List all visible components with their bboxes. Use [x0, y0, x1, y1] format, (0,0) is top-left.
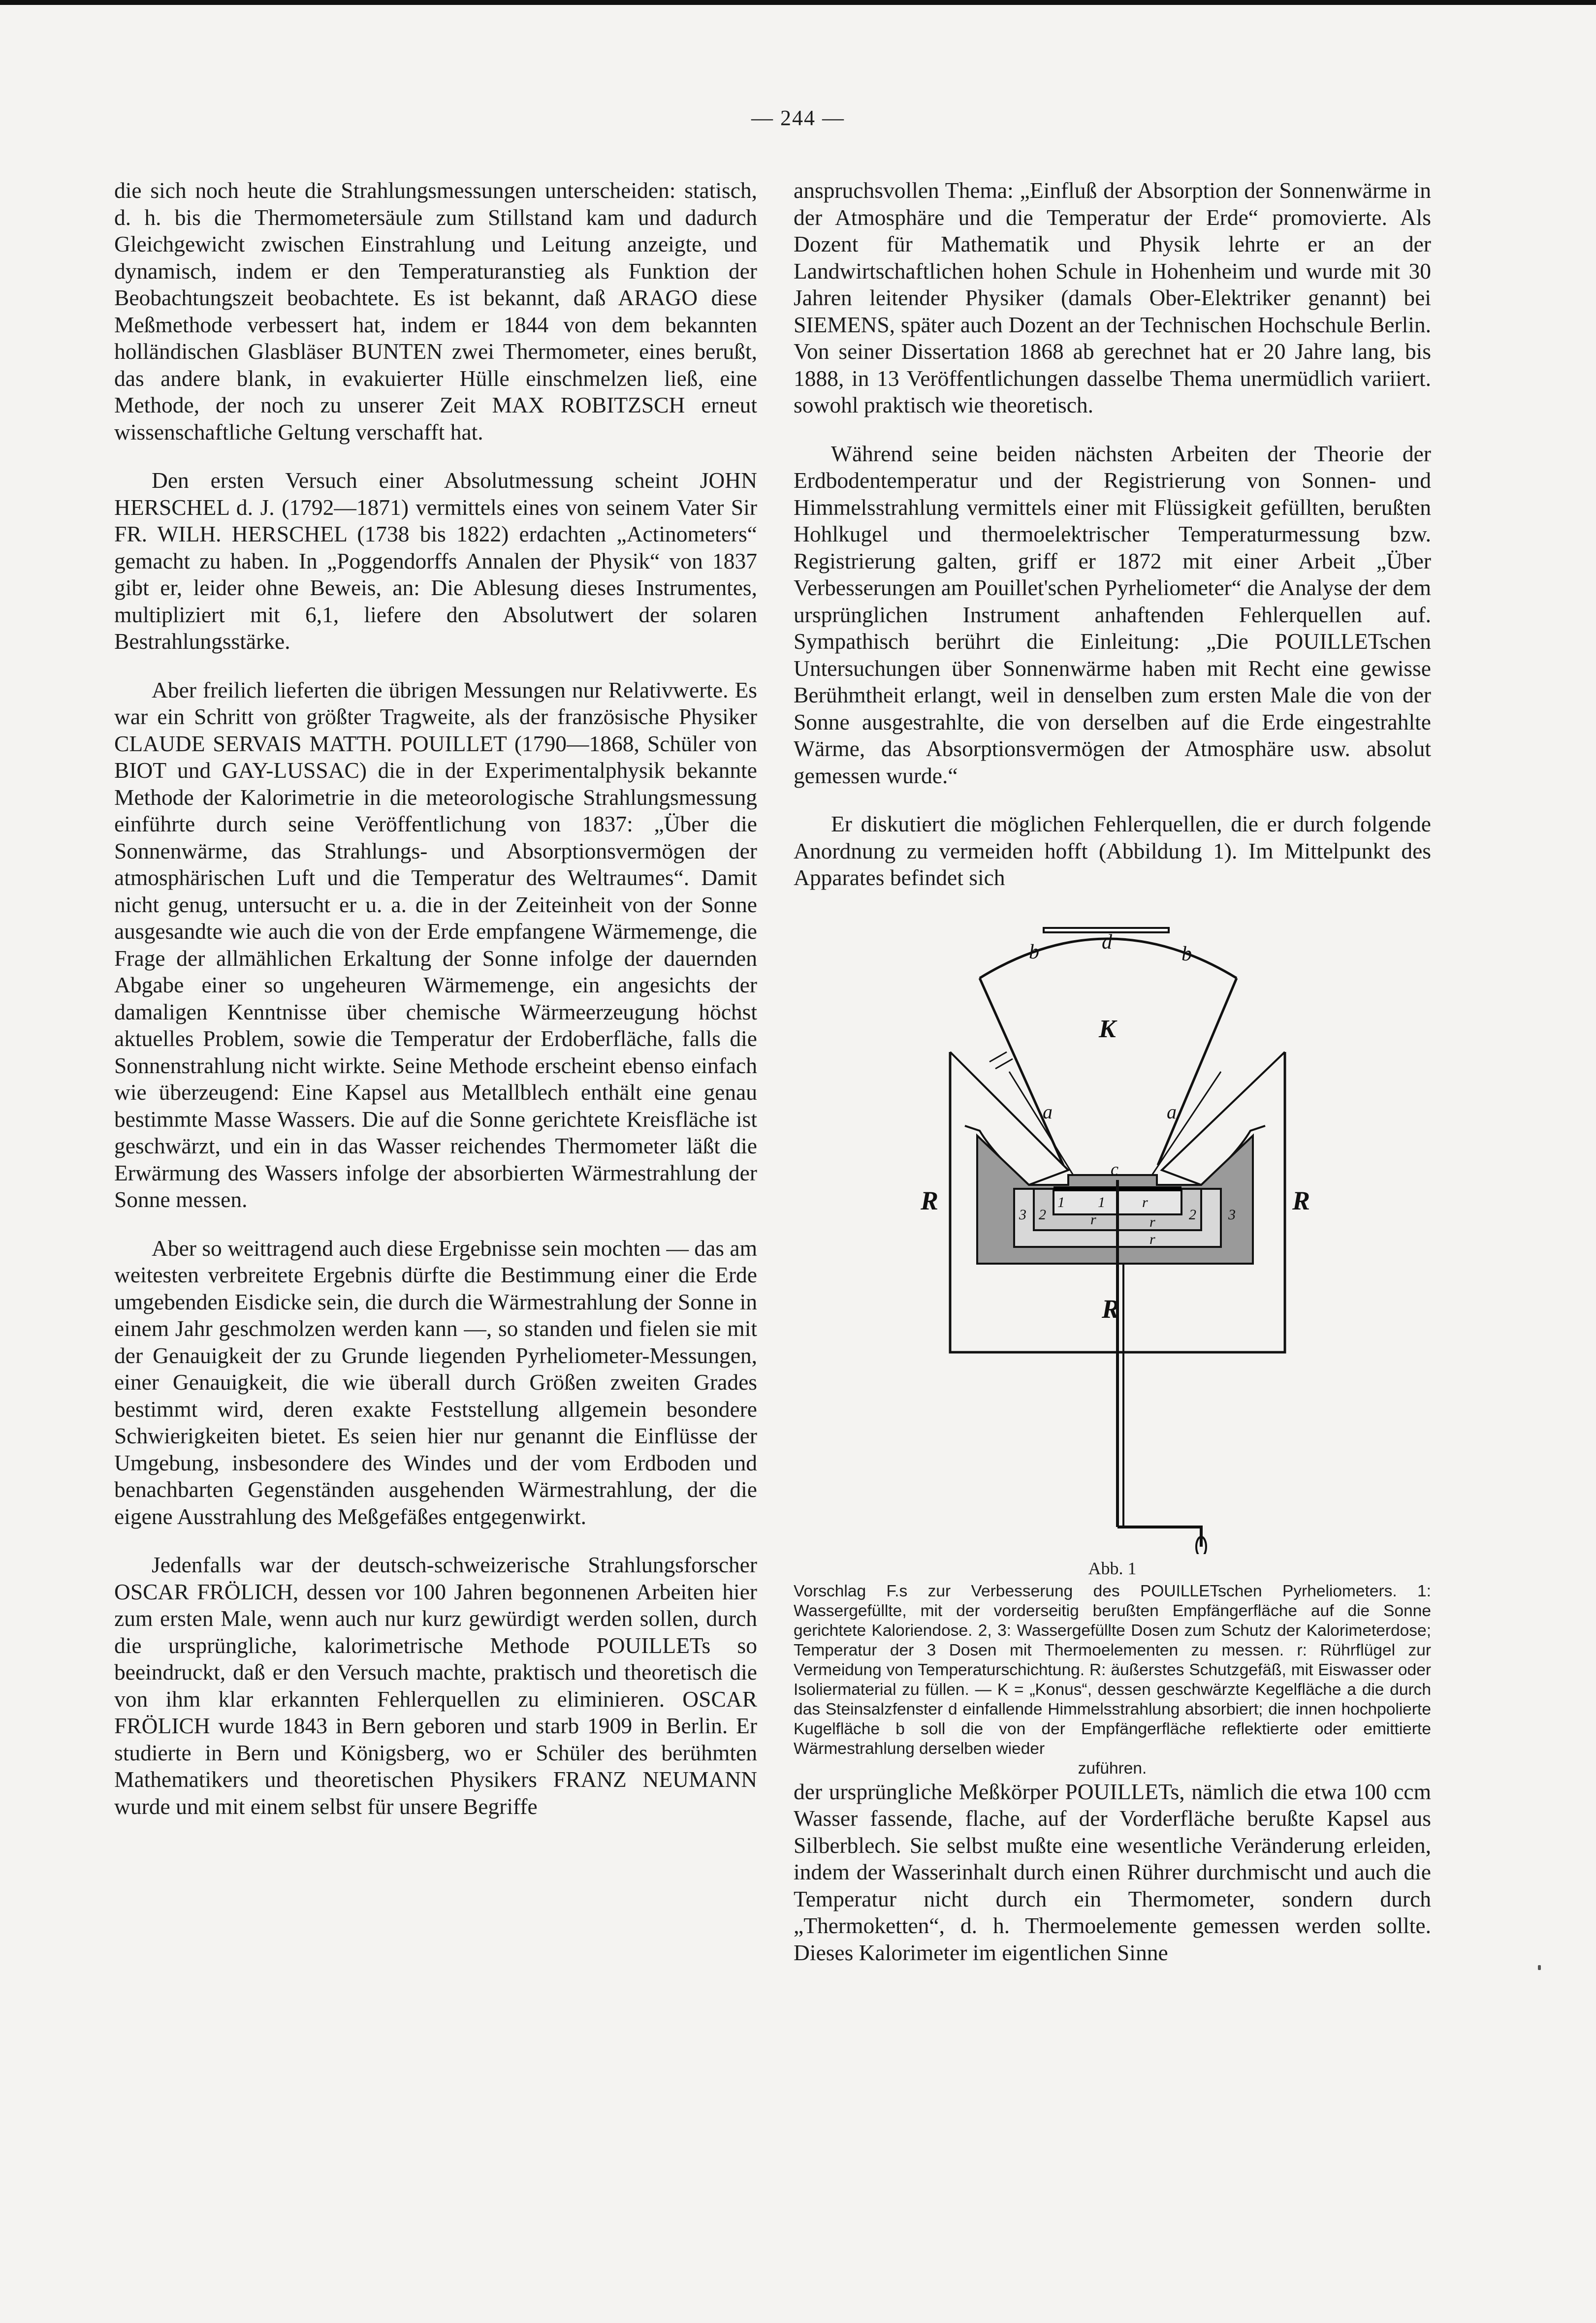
paragraph: Jedenfalls war der deutsch-schweizerische Strahlungsforscher OSCAR FRÖLICH, dessen vor 100 Jahren begonnenen Arbeiten hier zum ersten Male, wenn auch nur kurz gewürdigt werden sollen, durch die ursprüngliche, kalorimetrische Methode POUILLETs so beeindruckt, daß er den Versuch machte, praktisch und theoretisch die von ihm klar erkannten Fehlerquellen zu eliminieren. OSCAR FRÖLICH wurde 1843 in Bern geboren und starb 1909 in Berlin. Er studierte in Bern und Königsberg, wo er Schüler des berühmten Mathematikers und theoretischen Physikers FRANZ NEUMANN wurde und mit einem selbst für unsere Begriffe [114, 1552, 757, 1819]
label-3-left: 3 [1019, 1206, 1026, 1223]
right-column [794, 177, 1431, 1988]
label-b-left: b [1028, 940, 1039, 963]
page-number: — 244 — [751, 106, 845, 130]
figure-caption-text: Vorschlag F.s zur Verbesserung des POUILLETschen Pyrheliometers. 1: Wassergefüllte, mit der vorderseitig berußten Empfängerfläche auf die Sonne gerichtete Kaloriendose. 2, 3: Wassergefüllte Dosen zum Schutz der Kalorimeterdose; Temperatur der 3 Dosen mit Thermoelementen zu messen. r: Rührflügel zur Vermeidung von Temperaturschichtung. R: äußerstes Schutzgefäß, mit Eiswasser oder Isoliermaterial zu füllen. — K = „Konus“, dessen geschwärzte Kegelfläche a die durch das Steinsalzfenster d einfallende Himmelsstrahlung absorbiert; die innen hochpolierte Kugelfläche b soll die von der Empfängerfläche reflektierte oder emittierte Wärmestrahlung derselben wieder [794, 1582, 1431, 1758]
label-a-left: a [1042, 1100, 1053, 1123]
paragraph: die sich noch heute die Strahlungsmessungen unterscheiden: statisch, d. h. bis die Thermometersäule zum Stillstand kam und dadurch Gleichgewicht zwischen Einstrahlung und Leitung anzeigte, und dynamisch, indem er den Temperaturanstieg als Funktion der Beobachtungszeit beobachtete. Es ist bekannt, daß ARAGO diese Meßmethode verbessert hat, indem er 1844 von dem bekannten holländischen Glasbläser BUNTEN zwei Thermometer, eines berußt, das andere blank, in evakuierter Hülle einschmelzen ließ, eine Methode, der noch zu unserer Zeit MAX ROBITZSCH erneut wissenschaftliche Geltung verschafft hat. [114, 178, 757, 445]
label-a-right: a [1166, 1100, 1177, 1123]
label-1-left: 1 [1057, 1194, 1065, 1210]
label-2: 2 [1188, 1206, 1196, 1223]
label-r4: r [1149, 1231, 1155, 1247]
left-column [114, 177, 757, 1842]
figure-caption [794, 1582, 1431, 1779]
figure-1 [794, 919, 1431, 1779]
figure-caption-end: zuführen. [1078, 1759, 1147, 1778]
scan-speck [1538, 1965, 1541, 1970]
label-3: 3 [1228, 1206, 1236, 1223]
label-r3: r [1149, 1213, 1155, 1230]
label-b-right: b [1181, 942, 1192, 965]
small-mark [995, 1059, 1013, 1069]
label-d: d [1101, 930, 1112, 954]
label-K: K [1098, 1015, 1116, 1043]
label-R-right: R [1292, 1185, 1310, 1215]
paragraph: Den ersten Versuch einer Absolutmessung scheint JOHN HERSCHEL d. J. (1792—1871) vermittels eines von seinem Vater Sir FR. WILH. HERSCHEL (1738 bis 1822) erdachten „Actinometers“ gemacht zu haben. In „Poggendorffs Annalen der Physik“ von 1837 gibt er, leider ohne Beweis, an: Die Ablesung dieses Instrumentes, multipliziert mit 6,1, liefere den Absolutwert der solaren Bestrahlungsstärke. [114, 468, 757, 654]
small-mark [990, 1052, 1007, 1062]
paragraph: Während seine beiden nächsten Arbeiten der Theorie der Erdbodentemperatur und der Registrierung von Sonnen- und Himmelsstrahlung vermittels einer mit Flüssigkeit gefüllten, berußten Hohlkugel und thermoelektrischer Temperaturmessung bzw. Registrierung galten, griff er 1872 mit einer Arbeit „Über Verbesserungen am Pouillet'schen Pyrheliometer“ die Analyse der dem ursprünglichen Instrument anhaftenden Fehlerquellen auf. Sympathisch berührt die Einleitung: „Die POUILLETschen Untersuchungen über Sonnenwärme haben mit Recht eine gewisse Berühmtheit erlangt, weil in denselben zum ersten Male die von der Sonne ausgestrahlte, die von derselben auf die Erde eingestrahlte Wärme, das Absorptionsvermögen der Atmosphäre usw. absolut gemessen wurde.“ [794, 441, 1431, 788]
label-R-bottom: R [1101, 1294, 1119, 1324]
paragraph: anspruchsvollen Thema: „Einfluß der Absorption der Sonnenwärme in der Atmosphäre und die Temperatur der Erde“ promovierte. Als Dozent für Mathematik und Physik lehrte er an der Landwirtschaftlichen hohen Schule in Hohenheim und wurde mit 30 Jahren leitender Physiker (damals Ober-Elektriker genannt) bei SIEMENS, später auch Dozent an der Technischen Hochschule Berlin. Von seiner Dissertation 1868 ab gerechnet hat er 20 Jahre lang, bis 1888, in 13 Veröffentlichungen dasselbe Thema unermüdlich variiert. sowohl praktisch wie theoretisch. [794, 178, 1431, 417]
paragraph: der ursprüngliche Meßkörper POUILLETs, nämlich die etwa 100 ccm Wasser fassende, flache, auf der Vorderfläche berußte Kapsel aus Silberblech. Sie selbst mußte eine wesentliche Veränderung erleiden, indem der Wasserinhalt durch einen Rührer durchmischt und auch die Temperatur nicht durch ein Thermometer, sondern durch „Thermoketten“, d. h. Thermoelemente gemessen werden sollte. Dieses Kalorimeter im eigentlichen Sinne [794, 1779, 1431, 1965]
label-1: 1 [1097, 1194, 1105, 1210]
label-c: c [1110, 1159, 1118, 1179]
label-R-left: R [920, 1185, 938, 1215]
paragraph: Er diskutiert die möglichen Fehlerquellen, die er durch folgende Anordnung zu vermeiden hofft (Abbildung 1). Im Mittelpunkt des Apparates befindet sich [794, 811, 1431, 890]
ray-a-left [1009, 1072, 1073, 1175]
label-r1: r [1142, 1194, 1148, 1210]
cone-side-left [980, 978, 1063, 1165]
pyrheliometer-diagram [866, 919, 1359, 1554]
crank-handle [1117, 1527, 1201, 1547]
paragraph: Aber so weittragend auch diese Ergebnisse sein mochten — das am weitesten verbreitete Ergebnis dürfte die Bestimmung einer die Erde umgebenden Eisdicke sein, die durch die Wärmestrahlung der Sonne in einem Jahr geschmolzen werden kann —, so standen und fielen sie mit der Genauigkeit der zu Grunde liegenden Pyrheliometer-Messungen, einer Genauigkeit, die wie überall durch Größen zweiten Grades bestimmt wird, deren exakte Feststellung allgemein besondere Schwierigkeiten bietet. Es seien hier nur genannt die Einflüsse der Umgebung, insbesondere des Windes und der vom Erdboden und benachbarten Gegenständen ausgehenden Wärmestrahlung, der die eigene Ausstrahlung des Meßgefäßes entgegenwirkt. [114, 1235, 757, 1529]
paragraph: Aber freilich lieferten die übrigen Messungen nur Relativwerte. Es war ein Schritt von größter Tragweite, als der französische Physiker CLAUDE SERVAIS MATTH. POUILLET (1790—1868, Schüler von BIOT und GAY-LUSSAC) die in der Experimentalphysik bekannte Methode der Kalorimetrie in die meteorologische Strahlungsmessung einführte durch seine Veröffentlichung von 1837: „Über die Sonnenwärme, das Strahlungs- und Absorptionsvermögen der atmosphärischen Luft und die Temperatur des Weltraumes“. Damit nicht genug, untersucht er u. a. die in der Zeiteinheit von der Sonne ausgesandte wie auch die von der Erde empfangene Wärmemenge, die Frage der allmählichen Erkaltung der Sonne infolge der dauernden Abgabe einer so ungeheuren Wärmemenge, ein angesichts der damaligen Kenntnisse über chemische Wärmeerzeugung höchst aktuelles Problem, sowie die Temperatur der Erdoberfläche, falls die Sonnenstrahlung nicht wirkte. Seine Methode erscheint ebenso einfach wie überzeugend: Eine Kapsel aus Metallblech enthält eine genau bestimmte Masse Wassers. Die auf die Sonne gerichtete Kreisfläche ist geschwärzt, und ein in das Wasser reichendes Thermometer läßt die Erwärmung des Wassers infolge der absorbierten Wärmestrahlung der Sonne messen. [114, 677, 757, 1212]
top-rule [0, 0, 1596, 5]
figure-label: Abb. 1 [1088, 1558, 1137, 1578]
label-r2: r [1090, 1211, 1096, 1228]
label-2-left: 2 [1038, 1206, 1046, 1223]
